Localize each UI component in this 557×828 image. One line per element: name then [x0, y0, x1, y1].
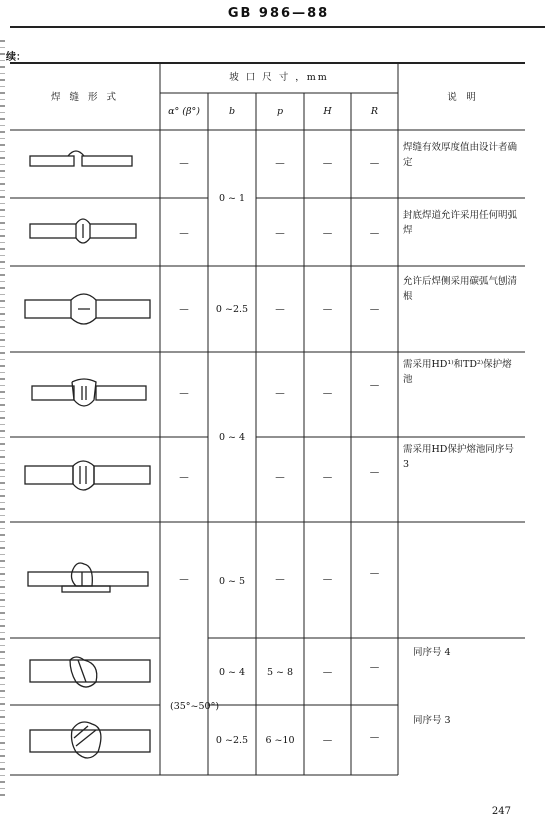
H-row-2: — — [322, 228, 333, 239]
H-row-5: — — [322, 472, 333, 483]
R-row-6: — — [369, 568, 380, 579]
page-number: 247 — [491, 806, 511, 817]
standard-number: GB 986—88 — [227, 6, 330, 21]
R-row-5: — — [369, 467, 380, 478]
alpha-row-3: — — [179, 304, 189, 315]
b-row-3: 0 ~2.5 — [215, 304, 249, 315]
alpha-row-5: — — [179, 472, 189, 483]
col-header-notes: 说 明 — [447, 92, 476, 103]
H-row-7: — — [322, 667, 333, 678]
note-row-2: 封底焊道允许采用任何明弧焊 — [403, 210, 518, 236]
p-row-1: — — [275, 158, 285, 169]
b-row-7: 0 ~ 4 — [218, 667, 246, 678]
note-row-4: 需采用HD¹⁾和TD²⁾保护熔池 — [403, 359, 512, 385]
continued-label: 续： — [6, 52, 26, 63]
R-row-1: — — [369, 158, 380, 169]
p-row-4: — — [275, 388, 285, 399]
note-row-7: 同序号 4 — [413, 647, 451, 658]
alpha-rows-7-8: (35°~50°) — [170, 701, 220, 712]
col-header-weld-form: 焊 缝 形 式 — [50, 92, 120, 103]
p-row-7: 5 ~ 8 — [266, 667, 294, 678]
note-row-5: 需采用HD保护熔池同序号 3 — [403, 444, 514, 470]
H-row-3: — — [322, 304, 333, 315]
b-row-8: 0 ~2.5 — [215, 735, 249, 746]
b-row-6: 0 ~ 5 — [218, 576, 246, 587]
col-header-p: p — [276, 106, 284, 117]
p-row-6: — — [275, 574, 285, 585]
R-row-4: — — [369, 380, 380, 391]
col-header-R: R — [370, 106, 379, 117]
R-row-7: — — [369, 662, 380, 673]
note-row-3: 允许后焊侧采用碳弧气刨清根 — [403, 276, 518, 302]
p-row-8: 6 ~10 — [265, 735, 295, 746]
col-header-groove-dims: 坡 口 尺 寸 ，mm — [229, 72, 329, 83]
R-row-2: — — [369, 228, 380, 239]
p-row-5: — — [275, 472, 285, 483]
note-row-8: 同序号 3 — [413, 715, 451, 726]
col-header-H: H — [323, 106, 332, 117]
alpha-row-1: — — [179, 158, 189, 169]
col-header-alpha: α° (β°) — [168, 106, 200, 117]
H-row-1: — — [322, 158, 333, 169]
R-row-3: — — [369, 304, 380, 315]
H-row-4: — — [322, 388, 333, 399]
note-row-1: 焊缝有效厚度值由设计者确定 — [403, 142, 518, 168]
b-rows-1-2: 0 ~ 1 — [218, 193, 246, 204]
p-row-2: — — [275, 228, 285, 239]
alpha-row-2: — — [179, 228, 189, 239]
p-row-3: — — [275, 304, 285, 315]
R-row-8: — — [369, 732, 380, 743]
col-header-b: b — [228, 106, 236, 117]
b-rows-4-5: 0 ~ 4 — [218, 432, 246, 443]
H-row-6: — — [322, 574, 333, 585]
alpha-row-6: — — [179, 574, 189, 585]
H-row-8: — — [322, 735, 333, 746]
alpha-row-4: — — [179, 388, 189, 399]
